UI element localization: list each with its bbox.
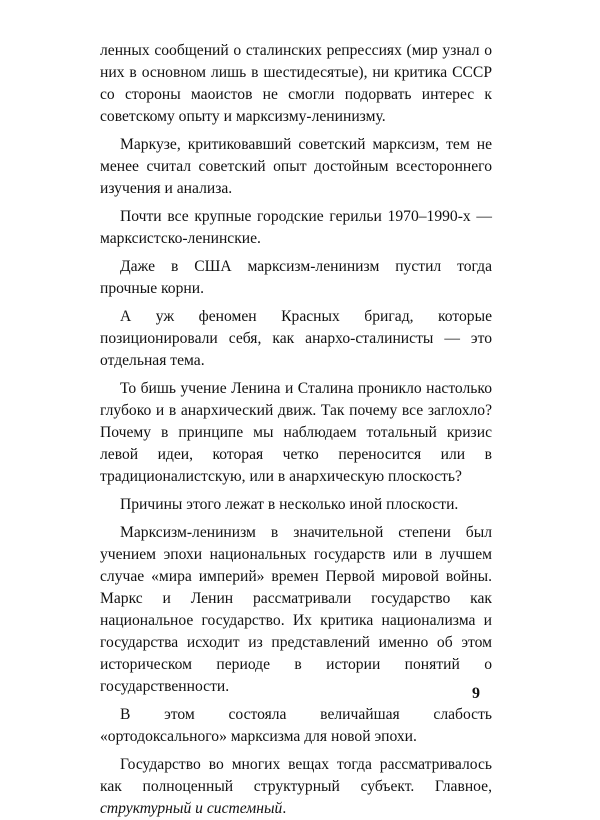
paragraph-9: В этом состояла величайшая слабость «ортодоксального» марксизма для новой эпохи. — [100, 706, 492, 745]
page-text — [100, 40, 492, 820]
paragraph-10-emphasis: структурный и системный — [100, 800, 283, 817]
paragraph-6: То бишь учение Ленина и Сталина проникло настолько глубоко и в анархический движ. Так почему все заглохло? Почему в принципе мы наблюдаем тотальный кризис левой идеи, которая четко переносится или в традиционалистскую, или в анархическую плоскость? — [100, 380, 492, 485]
page-number: 9 — [472, 685, 480, 702]
paragraph-4: Даже в США марксизм-ленинизм пустил тогда прочные корни. — [100, 258, 492, 297]
paragraph-7: Причины этого лежат в несколько иной плоскости. — [120, 496, 459, 513]
paragraph-5: А уж феномен Красных бригад, которые позиционировали себя, как анархо-сталинисты — это отдельная тема. — [100, 308, 492, 369]
paragraph-10 — [100, 754, 492, 820]
paragraph-3: Почти все крупные городские герильи 1970–1990-х — марксистско-ленинские. — [100, 208, 492, 247]
paragraph-10-text: Государство во многих вещах тогда рассматривалось как полноценный структурный субъект. Главное, — [100, 756, 492, 795]
paragraph-8: Марксизм-ленинизм в значительной степени был учением эпохи национальных государств или в лучшем случае «мира империй» времен Первой мировой войны. Маркс и Ленин рассматривали государство как национальное государство. Их критика национализма и государства исходит из представлений именно об этом историческом периоде в истории понятий о государственности. — [100, 524, 492, 695]
paragraph-10-tail: . — [282, 800, 287, 817]
paragraph-2: Маркузе, критиковавший советский марксизм, тем не менее считал советский опыт достойным всестороннего изучения и анализа. — [100, 136, 492, 197]
paragraph-1: ленных сообщений о сталинских репрессиях (мир узнал о них в основном лишь в шестидесятые), ни критика СССР со стороны маоистов не смогли подорвать интерес к советскому опыту и марксизму-ленинизму. — [100, 42, 492, 125]
